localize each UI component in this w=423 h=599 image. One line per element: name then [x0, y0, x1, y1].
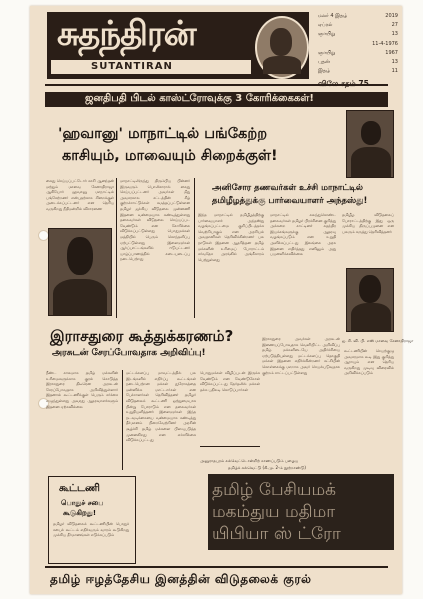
photo-body [351, 147, 391, 177]
body-text-column: இந்த மாநாட்டில் தமிழீழத்திற்கு பார்வையாளர் அந்தஸ்து வழங்கப்பட்டமை குறிப்பிடத்தக்க வெற்றியாகும் என அரசியல் அவதானிகள் தெரிவிக்கின்றனர் பல நாடுகள் இதனை ஆதரித்தன தமிழ் மக்களின் உரிமைப் போராட்டம் சர்வதேச அரங்கில் அங்கீகாரம் பெற்றுள்ளது [198, 212, 264, 262]
issue-details [318, 12, 398, 89]
masthead-rule [45, 84, 388, 86]
masthead [47, 12, 309, 79]
portrait-body [263, 56, 301, 74]
body-text-column: பொதுமக்கள் விழிப்புடன் இருக்க வேண்டும் என வேண்டுகோள் விடுக்கப்பட்டது தேர்தலில் மக்கள் தக்க பதிலடி கொடுப்பார்கள் [200, 370, 260, 392]
body-text-column: மாநாட்டில் கலந்துகொண்ட தலைவர்கள் தமிழர் பிரச்சினை குறித்து அக்கறை காட்டினர் சுதந்திர இயக்கங்களுக்கு ஆதரவு வழங்கப்படும் என உறுதி அளிக்கப்பட்டது இலங்கை அரசு இதனை எதிர்த்தது எனினும் அது பயனளிக்கவில்லை [270, 212, 336, 257]
banner-text: ஜனதிபதி பிடல் காஸ்ட்ரோவுக்கு 3 கோரிக்கைகள்! [85, 93, 314, 104]
photo-body [53, 279, 107, 315]
body-text-column: தமிழர் விடுதலைக் கூட்டணியின் பொதுச் சபைக் கூட்டம் எதிர்வரும் வாரம் கூடுகிறது முக்கிய தீர்மானங்கள் எடுக்கப்படும் [53, 521, 129, 538]
body-text-column: மாநாட்டிலிருந்து திரும்பிய பின்னர் இருவரும் பொலிசாரால் கைது செய்யப்பட்டனர் அவர்கள் மீது அவசரகால சட்டத்தின் கீழ் குற்றச்சாட்டுக்கள் சுமத்தப்பட்டுள்ளன தமிழர் ஐக்கிய விடுதலை முன்னணி இதனை வன்மையாக கண்டித்துள்ளது தலைவர்கள் விடுதலை செய்யப்பட வேண்டும் என கோரிக்கை விடுக்கப்பட்டுள்ளது பொதுமக்கள் மத்தியில் பெரும் கொந்தளிப்பு ஏற்பட்டுள்ளது இளைஞர்கள் ஆர்ப்பாட்டங்களில் ஈடுபட்டனர் யாழ்ப்பாணத்தில் கடையடைப்பு நடைபெற்றது [120, 178, 190, 262]
inscription-caption: அனுராதபுரம் கல்வெட்டொன்றிற் காணப்படும் பழைய [200, 458, 299, 463]
issue-line: புதன் 13 [318, 58, 398, 65]
second-headline-line2: தமிழீழத்துக்கு பார்வையாளர் அந்தஸ்து! [212, 196, 368, 206]
photo-head [361, 121, 381, 145]
masthead-subtitle: SUTANTIRAN [91, 61, 173, 72]
lead-headline-line2: காசியும், மாவையும் சிறைக்குள்! [62, 148, 278, 164]
column-divider [116, 178, 117, 318]
issue-line: ஞாயிறு 13 [318, 31, 398, 38]
issue-line: ஞாயிறு 1967 [318, 49, 398, 56]
section-rule [200, 446, 260, 447]
masthead-title: சுதந்திரன் [57, 14, 196, 54]
body-text-column: இராசதுரை அவர்கள் அரசுடன் இணையப்போவதாக வெளியிட்ட அறிவிப்பு தமிழ் மக்களிடையே அதிர்ச்சியை ஏற்படுத்தியுள்ளது மட்டக்களப்பு தொகுதி மக்கள் இதனை எதிர்க்கின்றனர் கட்சியின் கொள்கைக்கு மாறாக அவர் செயல்படுவதாக குற்றம் சாட்டப்பட்டுள்ளது [262, 336, 340, 375]
page-content [30, 6, 414, 594]
guerrilla-photo [346, 110, 394, 178]
photo-head [67, 237, 93, 275]
body-text-column: கூட்டணியின் செயற்குழு அவசரமாக கூடி இது குறித்து ஆராயும் என தெரிய வருகிறது முடிவு விரைவில் அறிவிக்கப்படும் [344, 348, 394, 376]
column-divider [194, 178, 195, 318]
body-text-column: தமிழீழ விடுதலைப் போராட்டத்திற்கு இது ஒரு முக்கிய திருப்புமுனை என பலரும் கருத்து தெரிவித்தனர் [342, 212, 394, 234]
top-banner [45, 92, 388, 107]
turban-man-photo [346, 268, 394, 332]
second-headline-line1: அனிசோர தணவர்கள் உச்சி மாநாட்டில் [212, 183, 363, 193]
inscription-row: யிபியா ஸ் ட்ரோ [212, 524, 341, 544]
lead-headline-line1: 'ஹவானு' மாநாட்டில் பங்கேற்ற [58, 126, 268, 142]
body-text-column: மட்டக்களப்பு மாவட்டத்தில் பல இடங்களில் எதிர்ப்பு கூட்டங்கள் நடைபெற்றன மக்கள் துரோகத்தை மன்னிக்க மாட்டார்கள் என பேச்சாளர்கள் தெரிவித்தனர் தமிழர் விடுதலைக் கூட்டணி ஒற்றுமையாக நின்று போராடும் என தலைவர்கள் உறுதியளித்தனர் இளைஞர்கள் இந்த நடவடிக்கையை வன்மையாக கண்டித்து தீர்மானம் நிறைவேற்றினர் அரசின் சூழ்ச்சி தமிழ் மக்களை பிளவுபடுத்த முனைகிறது என எச்சரிக்கை விடுக்கப்பட்டது [126, 370, 196, 443]
beard-man-photo [48, 228, 112, 316]
sidebox-line3: கூடுகிறது! [63, 509, 97, 517]
inscription-caption-2: தமிழ்க் கல்வெட்டு (கி.மு. 2-ம் நூற்றாண்டு) [228, 465, 306, 470]
issue-line: மலர் 4 இதழ் 2019 [318, 13, 398, 19]
footer-rule [45, 566, 388, 568]
sidebox-title: கூட்டணி [59, 483, 100, 494]
photo-body [351, 303, 391, 331]
sidebox [48, 476, 136, 564]
body-text-column: நீண்ட காலமாக தமிழ் மக்களின் உரிமைகளுக்காக குரல் கொடுத்த இராசதுரை திடீரென அரசுடன் சேரப்போவதாக அறிவித்துள்ளார் இதனால் கூட்டணிக்குள் பெரும் சர்ச்சை எழுந்துள்ளது அவரது ஆதரவாளர்களும் இதனை ஏற்கவில்லை [46, 370, 118, 409]
third-subhead: அரசுடன் சேரப்போவதாக அறிவிப்பு! [52, 348, 206, 358]
sidebox-line2: பொதுச் சபை [61, 499, 104, 507]
photo-head [359, 275, 381, 303]
body-text-column: கைது செய்யப்பட்டோர் காசி ஆனந்தன் மற்றும் மாவை சேனாதிராஜா ஆகியோர் ஹவானு மாநாட்டில் பங்கேற்றனர் என்பதற்காக சிறைக்குள் அடைக்கப்பட்டனர் என தெரிய வருகிறது நீதிமன்றில் விசாரணை [46, 178, 114, 211]
photo-caption: ஐ. சி. வி. பி. எஸ் மாவை சேனாதிராஜா [342, 338, 414, 343]
inscription-photo [208, 474, 394, 550]
inscription-row: தமிழ் பேசியமக் [212, 480, 337, 500]
issue-line: 11-4-1976 [372, 40, 398, 47]
issue-line: இதழ் 11 [318, 68, 398, 75]
masthead-portrait [255, 16, 309, 79]
issue-line: ஏப்ரல் 27 [318, 22, 398, 29]
footer-slogan: தமிழ் ஈழத்தேசிய இனத்தின் விடுதலைக் குரல் [50, 572, 312, 586]
portrait-face [270, 28, 292, 56]
inscription-row: மகம்துய மதிமா [212, 502, 336, 522]
third-headline: இராசதுரை கூத்துக்கரணம்? [50, 327, 234, 345]
column-divider [122, 370, 123, 470]
